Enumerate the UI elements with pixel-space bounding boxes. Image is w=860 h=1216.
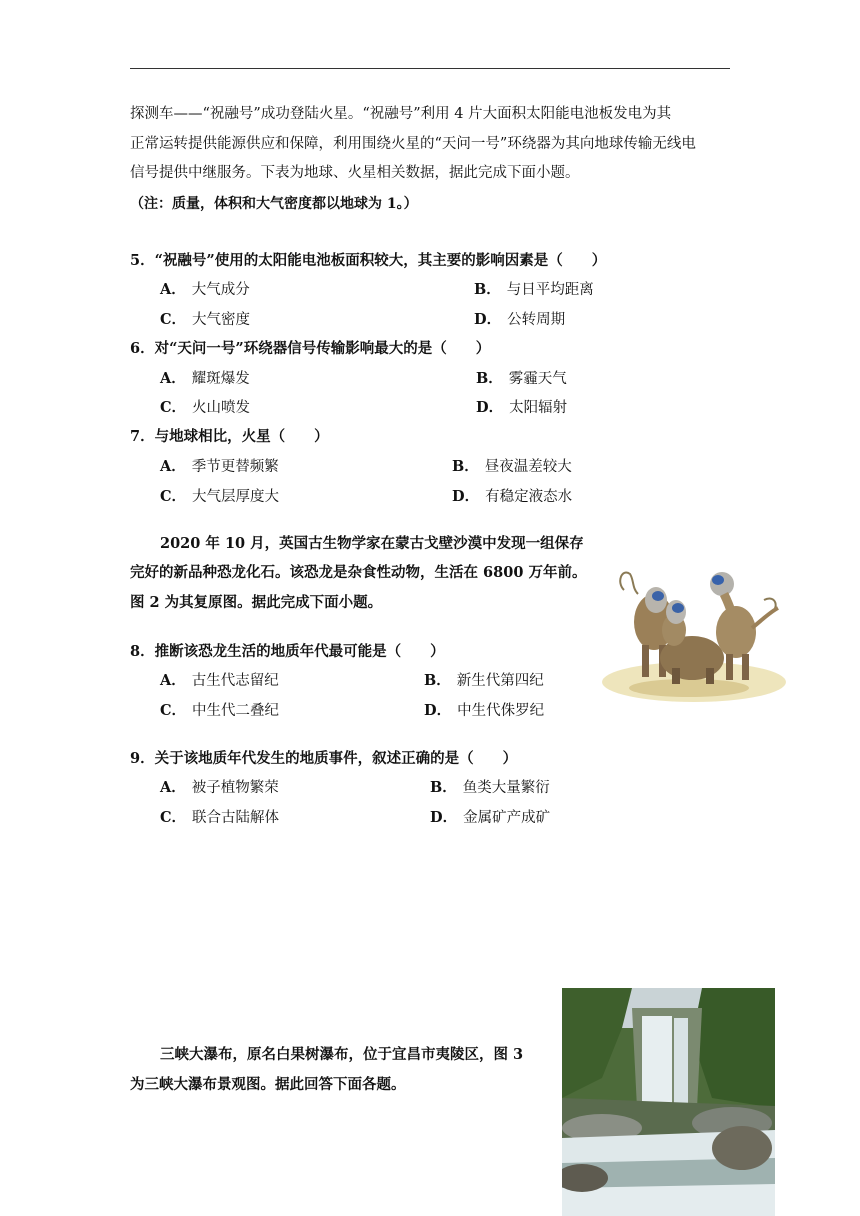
q7-option-b[interactable]: B． 昼夜温差较大 — [452, 458, 572, 475]
q8-option-a[interactable]: A． 古生代志留纪 — [160, 672, 279, 689]
q7-option-c[interactable]: C． 大气层厚度大 — [160, 488, 280, 505]
question-9-stem: 9．关于该地质年代发生的地质事件，叙述正确的是（ ） — [130, 750, 518, 767]
q8-option-c[interactable]: C． 中生代二叠纪 — [160, 702, 280, 719]
falls-passage-line-2: 为三峡大瀑布景观图。据此回答下面各题。 — [130, 1076, 406, 1093]
question-8-stem: 8．推断该恐龙生活的地质年代最可能是（ ） — [130, 643, 445, 660]
header-rule — [130, 68, 730, 69]
q8-option-b[interactable]: B． 新生代第四纪 — [424, 672, 544, 689]
q6-option-c[interactable]: C． 火山喷发 — [160, 399, 251, 416]
intro-line-2: 正常运转提供能源供应和保障，利用围绕火星的“天问一号”环绕器为其向地球传输无线电 — [130, 136, 696, 152]
falls-passage-line-1: 三峡大瀑布，原名白果树瀑布，位于宜昌市夷陵区，图 3 — [160, 1046, 524, 1063]
dino-passage-line-1: 2020 年 10 月，英国古生物学家在蒙古戈壁沙漠中发现一组保存 — [160, 535, 584, 552]
q5-option-d[interactable]: D． 公转周期 — [474, 311, 566, 328]
q5-option-c[interactable]: C． 大气密度 — [160, 311, 251, 328]
q5-option-a[interactable]: A． 大气成分 — [160, 281, 250, 298]
q9-option-b[interactable]: B． 鱼类大量繁衍 — [430, 779, 550, 796]
dino-passage-line-3: 图 2 为其复原图。据此完成下面小题。 — [130, 594, 383, 611]
q5-option-b[interactable]: B． 与日平均距离 — [474, 281, 594, 298]
dinosaur-illustration — [594, 550, 794, 710]
dino-passage-line-2: 完好的新品种恐龙化石。该恐龙是杂食性动物，生活在 6800 万年前。 — [130, 564, 587, 581]
q9-option-a[interactable]: A． 被子植物繁荣 — [160, 779, 279, 796]
question-5-stem: 5．“祝融号”使用的太阳能电池板面积较大，其主要的影响因素是（ ） — [130, 252, 607, 269]
q9-option-c[interactable]: C． 联合古陆解体 — [160, 809, 280, 826]
intro-line-3: 信号提供中继服务。下表为地球、火星相关数据，据此完成下面小题。 — [130, 165, 580, 181]
q6-option-d[interactable]: D． 太阳辐射 — [476, 399, 568, 416]
question-7-stem: 7．与地球相比，火星（ ） — [130, 428, 329, 445]
q6-option-b[interactable]: B． 雾霾天气 — [476, 370, 567, 387]
q7-option-a[interactable]: A． 季节更替频繁 — [160, 458, 279, 475]
waterfall-photo — [562, 988, 775, 1216]
dinosaur-figure — [594, 550, 794, 710]
waterfall-illustration — [562, 988, 775, 1216]
q6-option-a[interactable]: A． 耀斑爆发 — [160, 370, 250, 387]
intro-note: （注：质量，体积和大气密度都以地球为 1。） — [130, 196, 418, 212]
intro-line-1: 探测车——“祝融号”成功登陆火星。“祝融号”利用 4 片大面积太阳能电池板发电为其 — [130, 106, 672, 122]
q9-option-d[interactable]: D． 金属矿产成矿 — [430, 809, 551, 826]
q7-option-d[interactable]: D． 有稳定液态水 — [452, 488, 573, 505]
q8-option-d[interactable]: D． 中生代侏罗纪 — [424, 702, 545, 719]
question-6-stem: 6．对“天问一号”环绕器信号传输影响最大的是（ ） — [130, 340, 491, 357]
